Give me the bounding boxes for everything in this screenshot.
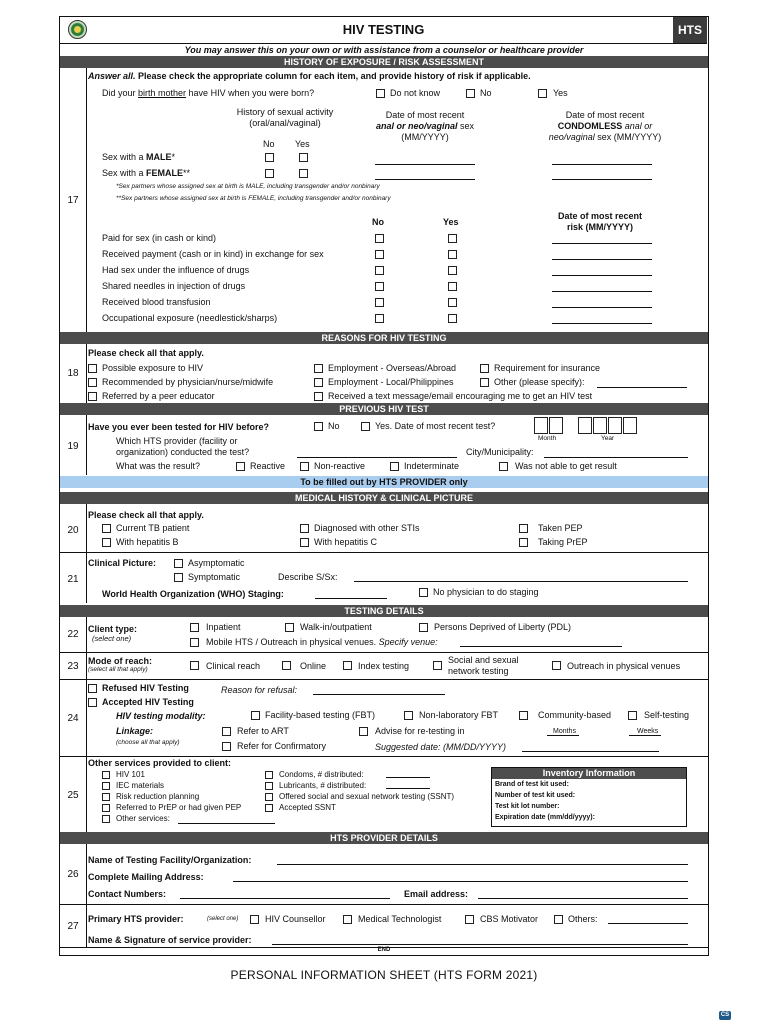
female-yes-checkbox[interactable] bbox=[299, 169, 308, 178]
month-digit-1[interactable] bbox=[534, 417, 548, 434]
inventory-panel bbox=[491, 767, 687, 827]
date-heading-2: anal or neo/vaginal sex bbox=[375, 121, 475, 131]
reason-peer-educator-label: Referred by a peer educator bbox=[102, 391, 215, 401]
client-type-sub: (select one) bbox=[92, 634, 132, 643]
prev-test-yes-checkbox[interactable] bbox=[361, 422, 370, 431]
mother-no-checkbox[interactable] bbox=[466, 89, 475, 98]
section-18-number: 18 bbox=[67, 368, 79, 379]
year-digit-3[interactable] bbox=[608, 417, 622, 434]
history-heading-2: (oral/anal/vaginal) bbox=[249, 118, 321, 128]
reason-possible-exposure-checkbox[interactable] bbox=[88, 364, 97, 373]
prev-test-yes-label: Yes. Date of most recent test? bbox=[375, 421, 496, 431]
date-heading-3: (MM/YYYY) bbox=[401, 132, 449, 142]
linkage-label: Linkage: bbox=[116, 726, 154, 736]
mother-yes-label: Yes bbox=[553, 88, 568, 98]
online-checkbox[interactable] bbox=[282, 661, 291, 670]
risk-item-date-field[interactable] bbox=[552, 243, 652, 244]
online-label: Online bbox=[300, 661, 327, 671]
ssnt-reach-label-2: network testing bbox=[448, 666, 509, 676]
risk-item-yes-checkbox[interactable] bbox=[448, 282, 457, 291]
risk-no-header: No bbox=[372, 217, 384, 227]
service-label: Other services: bbox=[116, 814, 170, 823]
non-lab-fbt-checkbox[interactable] bbox=[404, 711, 413, 720]
fbt-label: Facility-based testing (FBT) bbox=[265, 710, 376, 720]
other-stis-checkbox[interactable] bbox=[300, 524, 309, 533]
result-nonreactive-checkbox[interactable] bbox=[300, 462, 309, 471]
male-condomless-date-field[interactable] bbox=[552, 164, 652, 165]
condomless-heading-1: Date of most recent bbox=[565, 110, 645, 120]
risk-item-no-checkbox[interactable] bbox=[375, 298, 384, 307]
walkin-checkbox[interactable] bbox=[285, 623, 294, 632]
reason-other-label: Other (please specify): bbox=[494, 377, 585, 387]
mobile-hts-label: Mobile HTS / Outreach in physical venues. Specify venue: bbox=[206, 637, 438, 647]
service-checkbox[interactable] bbox=[265, 804, 273, 812]
result-indeterminate-checkbox[interactable] bbox=[390, 462, 399, 471]
inpatient-label: Inpatient bbox=[206, 622, 241, 632]
female-condomless-date-field[interactable] bbox=[552, 179, 652, 180]
bar-testing: TESTING DETAILS bbox=[60, 605, 708, 617]
bar-medical: MEDICAL HISTORY & CLINICAL PICTURE bbox=[60, 492, 708, 504]
row-divider bbox=[86, 504, 87, 603]
risk-item-no-checkbox[interactable] bbox=[375, 250, 384, 259]
hts-form bbox=[59, 16, 709, 956]
form-footer: PERSONAL INFORMATION SHEET (HTS FORM 2021) bbox=[230, 968, 538, 982]
male-date-field[interactable] bbox=[375, 164, 475, 165]
cbs-motivator-checkbox[interactable] bbox=[465, 915, 474, 924]
birth-mother-question: Did your birth mother have HIV when you were born? bbox=[102, 88, 315, 98]
mother-dont-know-label: Do not know bbox=[390, 88, 441, 98]
months-caption: Months bbox=[553, 728, 576, 735]
risk-item-date-field[interactable] bbox=[552, 291, 652, 292]
section-26-number: 26 bbox=[67, 869, 79, 880]
section-24-number: 24 bbox=[67, 713, 79, 724]
inventory-expiry-label: Expiration date (mm/dd/yyyy): bbox=[495, 814, 595, 821]
risk-item-label: Received payment (cash or in kind) in exchange for sex bbox=[102, 249, 324, 259]
risk-item-yes-checkbox[interactable] bbox=[448, 266, 457, 275]
prev-provider-field[interactable] bbox=[297, 457, 457, 458]
refer-confirmatory-label: Refer for Confirmatory bbox=[237, 741, 327, 751]
section-17-number: 17 bbox=[67, 195, 79, 206]
facility-name-field[interactable] bbox=[277, 864, 688, 865]
row-divider bbox=[60, 756, 708, 757]
bar-previous: PREVIOUS HIV TEST bbox=[60, 403, 708, 415]
walkin-label: Walk-in/outpatient bbox=[300, 622, 372, 632]
inventory-lot-label: Test kit lot number: bbox=[495, 803, 560, 810]
mode-of-reach-sub: (select all that apply) bbox=[88, 666, 148, 673]
month-caption: Month bbox=[538, 435, 557, 442]
signature-field[interactable] bbox=[272, 944, 688, 945]
section-20-number: 20 bbox=[67, 525, 79, 536]
risk-yes-header: Yes bbox=[443, 217, 459, 227]
hepatitis-c-checkbox[interactable] bbox=[300, 538, 309, 547]
service-checkbox[interactable] bbox=[265, 771, 273, 779]
sex-with-male-label: Sex with a MALE* bbox=[102, 152, 176, 162]
refusal-reason-label: Reason for refusal: bbox=[221, 685, 298, 695]
client-type-label: Client type: bbox=[88, 624, 138, 634]
bar-history: HISTORY OF EXPOSURE / RISK ASSESSMENT bbox=[60, 56, 708, 68]
hts-badge: HTS bbox=[673, 17, 707, 43]
inpatient-checkbox[interactable] bbox=[190, 623, 199, 632]
reason-employment-overseas-checkbox[interactable] bbox=[314, 364, 323, 373]
taking-prep-label: Taking PrEP bbox=[538, 537, 588, 547]
contact-numbers-label: Contact Numbers: bbox=[88, 889, 167, 899]
medtech-checkbox[interactable] bbox=[343, 915, 352, 924]
pdl-checkbox[interactable] bbox=[419, 623, 428, 632]
service-label: Offered social and sexual network testing (SSNT) bbox=[279, 792, 455, 801]
outreach-venues-label: Outreach in physical venues bbox=[567, 661, 681, 671]
end-marker: END bbox=[377, 947, 391, 953]
mode-of-reach-label: Mode of reach: bbox=[88, 656, 153, 666]
service-checkbox[interactable] bbox=[102, 793, 110, 801]
fbt-checkbox[interactable] bbox=[251, 711, 260, 720]
mother-dont-know-checkbox[interactable] bbox=[376, 89, 385, 98]
venue-field[interactable] bbox=[460, 646, 622, 647]
service-checkbox[interactable] bbox=[102, 815, 110, 823]
service-label: Referred to PrEP or had given PEP bbox=[116, 803, 242, 812]
refusal-reason-field[interactable] bbox=[313, 694, 445, 695]
risk-item-yes-checkbox[interactable] bbox=[448, 298, 457, 307]
refused-testing-label: Refused HIV Testing bbox=[102, 683, 189, 693]
female-footnote: **Sex partners whose assigned sex at birth is FEMALE, including transgender and/or nonbinary bbox=[116, 195, 391, 202]
facility-name-label: Name of Testing Facility/Organization: bbox=[88, 855, 252, 865]
inventory-title: Inventory Information bbox=[492, 768, 686, 779]
prev-test-question: Have you ever been tested for HIV before? bbox=[88, 422, 270, 432]
hepatitis-b-checkbox[interactable] bbox=[102, 538, 111, 547]
index-testing-label: Index testing bbox=[358, 661, 410, 671]
mailing-address-field[interactable] bbox=[233, 881, 688, 882]
service-label: HIV 101 bbox=[116, 770, 145, 779]
refer-art-label: Refer to ART bbox=[237, 726, 289, 736]
other-services-label: Other services provided to client: bbox=[88, 758, 232, 768]
year-digit-1[interactable] bbox=[578, 417, 592, 434]
risk-item-label: Paid for sex (in cash or kind) bbox=[102, 233, 217, 243]
risk-item-date-field[interactable] bbox=[552, 259, 652, 260]
retest-label: Advise for re-testing in bbox=[375, 726, 465, 736]
symptomatic-checkbox[interactable] bbox=[174, 573, 183, 582]
female-no-checkbox[interactable] bbox=[265, 169, 274, 178]
row-divider bbox=[86, 844, 87, 948]
outreach-venues-checkbox[interactable] bbox=[552, 661, 561, 670]
refer-art-checkbox[interactable] bbox=[222, 727, 231, 736]
reason-insurance-checkbox[interactable] bbox=[480, 364, 489, 373]
bar-provider-only: To be filled out by HTS PROVIDER only bbox=[60, 476, 708, 488]
service-label: Lubricants, # distributed: bbox=[279, 781, 367, 790]
form-title: HIV TESTING bbox=[342, 22, 425, 37]
symptomatic-label: Symptomatic bbox=[188, 572, 241, 582]
sex-with-female-label: Sex with a FEMALE** bbox=[102, 168, 191, 178]
other-services-field[interactable] bbox=[178, 823, 275, 824]
risk-item-label: Occupational exposure (needlestick/sharps) bbox=[102, 313, 278, 323]
risk-item-no-checkbox[interactable] bbox=[375, 314, 384, 323]
reason-employment-local-checkbox[interactable] bbox=[314, 378, 323, 387]
retest-weeks-field[interactable] bbox=[629, 735, 661, 736]
linkage-sub: (choose all that apply) bbox=[116, 739, 180, 746]
date-heading-1: Date of most recent bbox=[385, 110, 465, 120]
who-staging-field[interactable] bbox=[315, 598, 387, 599]
no-physician-label: No physician to do staging bbox=[433, 587, 539, 597]
bar-reasons: REASONS FOR HIV TESTING bbox=[60, 332, 708, 344]
others-label: Others: bbox=[568, 914, 598, 924]
self-testing-label: Self-testing bbox=[644, 710, 690, 720]
current-tb-checkbox[interactable] bbox=[102, 524, 111, 533]
reason-employment-overseas-label: Employment - Overseas/Abroad bbox=[328, 363, 457, 373]
asymptomatic-label: Asymptomatic bbox=[188, 558, 245, 568]
community-based-checkbox[interactable] bbox=[519, 711, 528, 720]
suggested-date-label: Suggested date: (MM/DD/YYYY) bbox=[375, 742, 507, 752]
month-digit-2[interactable] bbox=[549, 417, 563, 434]
mobile-hts-checkbox[interactable] bbox=[190, 638, 199, 647]
asymptomatic-checkbox[interactable] bbox=[174, 559, 183, 568]
row-divider bbox=[60, 679, 708, 680]
risk-item-date-field[interactable] bbox=[552, 307, 652, 308]
service-label: Condoms, # distributed: bbox=[279, 770, 364, 779]
hiv-counsellor-label: HIV Counsellor bbox=[265, 914, 326, 924]
section-23-number: 23 bbox=[67, 661, 79, 672]
suggested-date-field[interactable] bbox=[522, 751, 659, 752]
reason-recommended-label: Recommended by physician/nurse/midwife bbox=[102, 377, 274, 387]
who-staging-label: World Health Organization (WHO) Staging: bbox=[102, 589, 284, 599]
accepted-testing-checkbox[interactable] bbox=[88, 698, 97, 707]
risk-item-no-checkbox[interactable] bbox=[375, 266, 384, 275]
male-footnote: *Sex partners whose assigned sex at birth is MALE, including transgender and/or nonbinary bbox=[116, 183, 380, 190]
result-no-result-label: Was not able to get result bbox=[515, 461, 617, 471]
condomless-heading-3: neo/vaginal sex (MM/YYYY) bbox=[548, 132, 662, 142]
current-tb-label: Current TB patient bbox=[116, 523, 190, 533]
mother-no-label: No bbox=[480, 88, 492, 98]
describe-field[interactable] bbox=[354, 581, 688, 582]
medtech-label: Medical Technologist bbox=[358, 914, 442, 924]
service-label: Risk reduction planning bbox=[116, 792, 200, 801]
result-reactive-checkbox[interactable] bbox=[236, 462, 245, 471]
section-25-number: 25 bbox=[67, 790, 79, 801]
no-physician-checkbox[interactable] bbox=[419, 588, 428, 597]
mother-yes-checkbox[interactable] bbox=[538, 89, 547, 98]
community-based-label: Community-based bbox=[538, 710, 612, 720]
row-divider bbox=[86, 415, 87, 475]
risk-date-heading-2: risk (MM/YYYY) bbox=[566, 222, 633, 232]
hepatitis-c-label: With hepatitis C bbox=[314, 537, 378, 547]
row-divider bbox=[86, 617, 87, 835]
condomless-heading-2: CONDOMLESS anal or bbox=[557, 121, 653, 131]
section-19-number: 19 bbox=[67, 441, 79, 452]
year-digit-4[interactable] bbox=[623, 417, 637, 434]
modality-label: HIV testing modality: bbox=[116, 711, 206, 721]
prev-provider-label-2: organization) conducted the test? bbox=[116, 447, 250, 457]
mailing-address-label: Complete Mailing Address: bbox=[88, 872, 204, 882]
male-yes-checkbox[interactable] bbox=[299, 153, 308, 162]
prev-provider-label-1: Which HTS provider (facility or bbox=[116, 436, 238, 446]
refer-confirmatory-checkbox[interactable] bbox=[222, 742, 231, 751]
risk-item-yes-checkbox[interactable] bbox=[448, 234, 457, 243]
hepatitis-b-label: With hepatitis B bbox=[116, 537, 179, 547]
risk-item-date-field[interactable] bbox=[552, 323, 652, 324]
retest-months-field[interactable] bbox=[547, 735, 579, 736]
service-label: Accepted SSNT bbox=[279, 803, 336, 812]
row-divider bbox=[86, 344, 87, 403]
inventory-number-label: Number of test kit used: bbox=[495, 792, 576, 799]
medical-instruction: Please check all that apply. bbox=[88, 510, 204, 520]
result-indeterminate-label: Indeterminate bbox=[404, 461, 460, 471]
history-heading-1: History of sexual activity bbox=[236, 107, 334, 117]
condoms-count-field[interactable] bbox=[386, 777, 430, 778]
service-checkbox[interactable] bbox=[265, 793, 273, 801]
signature-label: Name & Signature of service provider: bbox=[88, 935, 252, 945]
pdl-label: Persons Deprived of Liberty (PDL) bbox=[434, 622, 572, 632]
service-label: IEC materials bbox=[116, 781, 165, 790]
taken-pep-label: Taken PEP bbox=[538, 523, 583, 533]
lubricants-count-field[interactable] bbox=[386, 788, 430, 789]
email-field[interactable] bbox=[478, 898, 688, 899]
city-label: City/Municipality: bbox=[466, 447, 534, 457]
other-stis-label: Diagnosed with other STIs bbox=[314, 523, 420, 533]
reason-recommended-checkbox[interactable] bbox=[88, 378, 97, 387]
primary-provider-label: Primary HTS provider: bbox=[88, 914, 184, 924]
section-22-number: 22 bbox=[67, 629, 79, 640]
result-reactive-label: Reactive bbox=[250, 461, 286, 471]
describe-label: Describe S/Sx: bbox=[278, 572, 338, 582]
clinical-picture-label: Clinical Picture: bbox=[88, 558, 157, 568]
section-27-number: 27 bbox=[67, 921, 79, 932]
bar-provider: HTS PROVIDER DETAILS bbox=[60, 832, 708, 844]
reason-text-message-checkbox[interactable] bbox=[314, 392, 323, 401]
prev-test-no-checkbox[interactable] bbox=[314, 422, 323, 431]
non-lab-fbt-label: Non-laboratory FBT bbox=[419, 710, 499, 720]
year-caption: Year bbox=[601, 435, 615, 442]
risk-item-label: Had sex under the influence of drugs bbox=[102, 265, 250, 275]
camscanner-badge: CS bbox=[720, 1012, 730, 1018]
history-no-header: No bbox=[263, 139, 275, 149]
others-checkbox[interactable] bbox=[554, 915, 563, 924]
form-header bbox=[60, 17, 707, 44]
prev-test-no-label: No bbox=[328, 421, 340, 431]
service-checkbox[interactable] bbox=[102, 804, 110, 812]
risk-item-label: Received blood transfusion bbox=[102, 297, 211, 307]
intro-text: You may answer this on your own or with assistance from a counselor or healthcare provider bbox=[184, 45, 584, 55]
risk-item-yes-checkbox[interactable] bbox=[448, 250, 457, 259]
service-checkbox[interactable] bbox=[265, 782, 273, 790]
risk-item-date-field[interactable] bbox=[552, 275, 652, 276]
year-digit-2[interactable] bbox=[593, 417, 607, 434]
risk-date-heading-1: Date of most recent bbox=[557, 211, 643, 221]
row-divider bbox=[60, 552, 708, 553]
reason-employment-local-label: Employment - Local/Philippines bbox=[328, 377, 454, 387]
row-divider bbox=[60, 652, 708, 653]
refused-testing-checkbox[interactable] bbox=[88, 684, 97, 693]
row-divider bbox=[60, 904, 708, 905]
retest-checkbox[interactable] bbox=[359, 727, 368, 736]
reason-insurance-label: Requirement for insurance bbox=[494, 363, 601, 373]
city-field[interactable] bbox=[544, 457, 688, 458]
reason-other-checkbox[interactable] bbox=[480, 378, 489, 387]
risk-item-label: Shared needles in injection of drugs bbox=[102, 281, 246, 291]
inventory-brand-label: Brand of test kit used: bbox=[495, 781, 569, 788]
self-testing-checkbox[interactable] bbox=[628, 711, 637, 720]
service-checkbox[interactable] bbox=[102, 782, 110, 790]
risk-item-no-checkbox[interactable] bbox=[375, 282, 384, 291]
index-testing-checkbox[interactable] bbox=[343, 661, 352, 670]
risk-item-yes-checkbox[interactable] bbox=[448, 314, 457, 323]
accepted-testing-label: Accepted HIV Testing bbox=[102, 697, 194, 707]
male-no-checkbox[interactable] bbox=[265, 153, 274, 162]
primary-provider-sub: (select one) bbox=[207, 916, 239, 922]
reason-peer-educator-checkbox[interactable] bbox=[88, 392, 97, 401]
taken-pep-checkbox[interactable] bbox=[519, 524, 528, 533]
ssnt-reach-label-1: Social and sexual bbox=[448, 655, 519, 665]
result-no-result-checkbox[interactable] bbox=[499, 462, 508, 471]
taking-prep-checkbox[interactable] bbox=[519, 538, 528, 547]
history-yes-header: Yes bbox=[295, 139, 310, 149]
risk-item-no-checkbox[interactable] bbox=[375, 234, 384, 243]
result-nonreactive-label: Non-reactive bbox=[314, 461, 366, 471]
section-21-number: 21 bbox=[67, 574, 79, 585]
hiv-counsellor-checkbox[interactable] bbox=[250, 915, 259, 924]
result-question: What was the result? bbox=[116, 461, 201, 471]
weeks-caption: Weeks bbox=[637, 728, 659, 735]
instruction: Answer all. Please check the appropriate column for each item, and provide history of risk if applicable. bbox=[88, 71, 531, 81]
reason-text-message-label: Received a text message/email encouraging me to get an HIV test bbox=[328, 391, 593, 401]
clinical-reach-label: Clinical reach bbox=[206, 661, 261, 671]
female-date-field[interactable] bbox=[375, 179, 475, 180]
clinical-reach-checkbox[interactable] bbox=[190, 661, 199, 670]
cbs-motivator-label: CBS Motivator bbox=[480, 914, 539, 924]
reason-other-field[interactable] bbox=[597, 387, 687, 388]
ssnt-reach-checkbox[interactable] bbox=[433, 661, 442, 670]
contact-numbers-field[interactable] bbox=[180, 898, 390, 899]
reason-possible-exposure-label: Possible exposure to HIV bbox=[102, 363, 204, 373]
others-field[interactable] bbox=[608, 923, 688, 924]
service-checkbox[interactable] bbox=[102, 771, 110, 779]
reasons-instruction: Please check all that apply. bbox=[88, 348, 204, 358]
email-label: Email address: bbox=[404, 889, 469, 899]
row-divider bbox=[86, 68, 87, 332]
